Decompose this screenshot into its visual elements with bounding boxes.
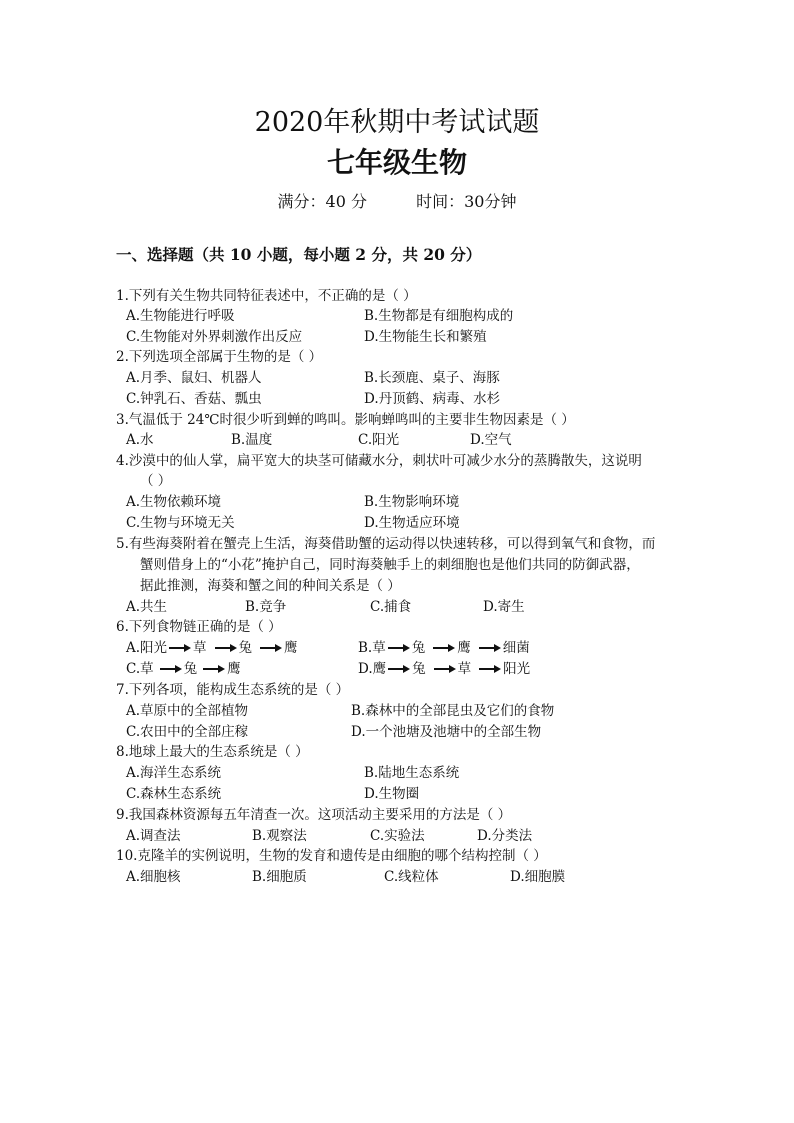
q9-option-a: A.调查法: [126, 828, 181, 844]
chain-item: 兔: [183, 661, 198, 677]
chain-item: 阳光: [140, 640, 168, 656]
q4-option-c: C.生物与环境无关: [126, 515, 235, 531]
question-5-stem: 5.有些海葵附着在蟹壳上生活，海葵借助蟹的运动得以快速转移，可以得到氧气和食物，而: [116, 536, 656, 552]
q10-option-a: A.细胞核: [126, 869, 181, 885]
q7-option-c: C.农田中的全部庄稼: [126, 724, 249, 740]
arrow-right-icon: [434, 665, 456, 673]
question-1-stem: 1.下列有关生物共同特征表述中，不正确的是（ ）: [116, 288, 417, 304]
q4-option-b: B.生物影响环境: [364, 494, 460, 510]
score-text: 满分：40 分: [277, 192, 367, 211]
q8-option-b: B.陆地生态系统: [364, 765, 460, 781]
q5-option-a: A.共生: [126, 599, 168, 615]
q2-option-a: A.月季、鼠妇、机器人: [126, 370, 262, 386]
chain-letter: B.: [358, 640, 373, 656]
chain-letter: A.: [126, 640, 141, 656]
question-5-stem-cont-1: 蟹则借身上的“小花”掩护自己，同时海葵触手上的刺细胞也是他们共同的防御武器，: [140, 557, 640, 573]
chain-item: 兔: [238, 640, 253, 656]
q8-option-a: A.海洋生态系统: [126, 765, 222, 781]
chain-item: 鹰: [457, 640, 471, 656]
q7-option-a: A.草原中的全部植物: [126, 703, 249, 719]
question-3-stem: 3.气温低于 24℃时很少听到蝉的鸣叫。影响蝉鸣叫的主要非生物因素是（ ）: [116, 412, 575, 428]
q8-option-c: C.森林生态系统: [126, 786, 222, 802]
arrow-right-icon: [479, 644, 501, 652]
q4-option-a: A.生物依赖环境: [126, 494, 222, 510]
q6-option-b: [358, 638, 530, 658]
exam-meta: [0, 189, 794, 212]
section-title: 一、选择题（共 10 小题，每小题 2 分，共 20 分）: [116, 245, 482, 264]
q10-option-d: D.细胞膜: [510, 869, 566, 885]
q3-option-c: C.阳光: [358, 432, 400, 448]
q1-option-a: A.生物能进行呼吸: [126, 308, 235, 324]
q3-option-b: B.温度: [231, 432, 273, 448]
exam-subject: 七年级生物: [326, 146, 467, 179]
chain-item: 兔: [411, 640, 426, 656]
chain-item: 阳光: [503, 661, 531, 677]
q3-option-d: D.空气: [470, 432, 512, 448]
q6-option-a: [126, 638, 298, 658]
question-4-stem-cont: （ ）: [140, 473, 172, 489]
q10-option-c: C.线粒体: [384, 869, 439, 885]
q2-option-d: D.丹顶鹤、病毒、水杉: [364, 391, 501, 407]
arrow-right-icon: [215, 644, 237, 652]
arrow-right-icon: [169, 644, 191, 652]
question-2-stem: 2.下列选项全部属于生物的是（ ）: [116, 349, 323, 365]
question-10-stem: 10.克隆羊的实例说明，生物的发育和遗传是由细胞的哪个结构控制（ ）: [116, 848, 547, 864]
arrow-right-icon: [388, 644, 410, 652]
chain-item: 草: [140, 661, 154, 677]
q1-option-b: B.生物都是有细胞构成的: [364, 308, 514, 324]
q6-option-c: [126, 659, 241, 679]
q1-option-d: D.生物能生长和繁殖: [364, 329, 487, 345]
chain-item: 鹰: [227, 661, 241, 677]
q5-option-c: C.捕食: [370, 599, 412, 615]
chain-letter: D.: [358, 661, 373, 677]
q3-option-a: A.水: [126, 432, 154, 448]
question-9-stem: 9.我国森林资源每五年清查一次。这项活动主要采用的方法是（ ）: [116, 807, 512, 823]
q5-option-b: B.竞争: [245, 599, 287, 615]
question-6-stem: 6.下列食物链正确的是（ ）: [116, 619, 282, 635]
exam-title: 2020年秋期中考试试题: [254, 107, 540, 138]
question-8-stem: 8.地球上最大的生态系统是（ ）: [116, 744, 309, 760]
question-7-stem: 7.下列各项，能构成生态系统的是（ ）: [116, 682, 350, 698]
question-4-stem: 4.沙漠中的仙人掌，扁平宽大的块茎可储藏水分，刺状叶可减少水分的蒸腾散失，这说明: [116, 453, 642, 469]
chain-item: 兔: [412, 661, 426, 677]
arrow-right-icon: [160, 665, 182, 673]
arrow-right-icon: [479, 665, 501, 673]
q2-option-c: C.钟乳石、香菇、瓢虫: [126, 391, 262, 407]
arrow-right-icon: [203, 665, 225, 673]
chain-item: 细菌: [502, 640, 530, 656]
chain-item: 草: [457, 661, 472, 677]
q9-option-d: D.分类法: [477, 828, 533, 844]
q9-option-b: B.观察法: [252, 828, 307, 844]
time-text: 时间：30分钟: [416, 192, 517, 211]
question-5-stem-cont-2: 据此推测，海葵和蟹之间的种间关系是（ ）: [140, 578, 401, 594]
q1-option-c: C.生物能对外界刺激作出反应: [126, 329, 303, 345]
q10-option-b: B.细胞质: [252, 869, 307, 885]
q7-option-d: D.一个池塘及池塘中的全部生物: [351, 724, 542, 740]
arrow-right-icon: [260, 644, 282, 652]
q9-option-c: C.实验法: [370, 828, 425, 844]
q8-option-d: D.生物圈: [364, 786, 420, 802]
chain-item: 鹰: [284, 640, 298, 656]
arrow-right-icon: [433, 644, 455, 652]
chain-item: 鹰: [372, 661, 387, 677]
q7-option-b: B.森林中的全部昆虫及它们的食物: [351, 703, 555, 719]
chain-letter: C.: [126, 661, 141, 677]
q5-option-d: D.寄生: [483, 599, 525, 615]
q2-option-b: B.长颈鹿、桌子、海豚: [364, 370, 500, 386]
q4-option-d: D.生物适应环境: [364, 515, 460, 531]
chain-item: 草: [193, 640, 207, 656]
q6-option-d: [358, 659, 530, 679]
chain-item: 草: [372, 640, 386, 656]
arrow-right-icon: [388, 665, 410, 673]
